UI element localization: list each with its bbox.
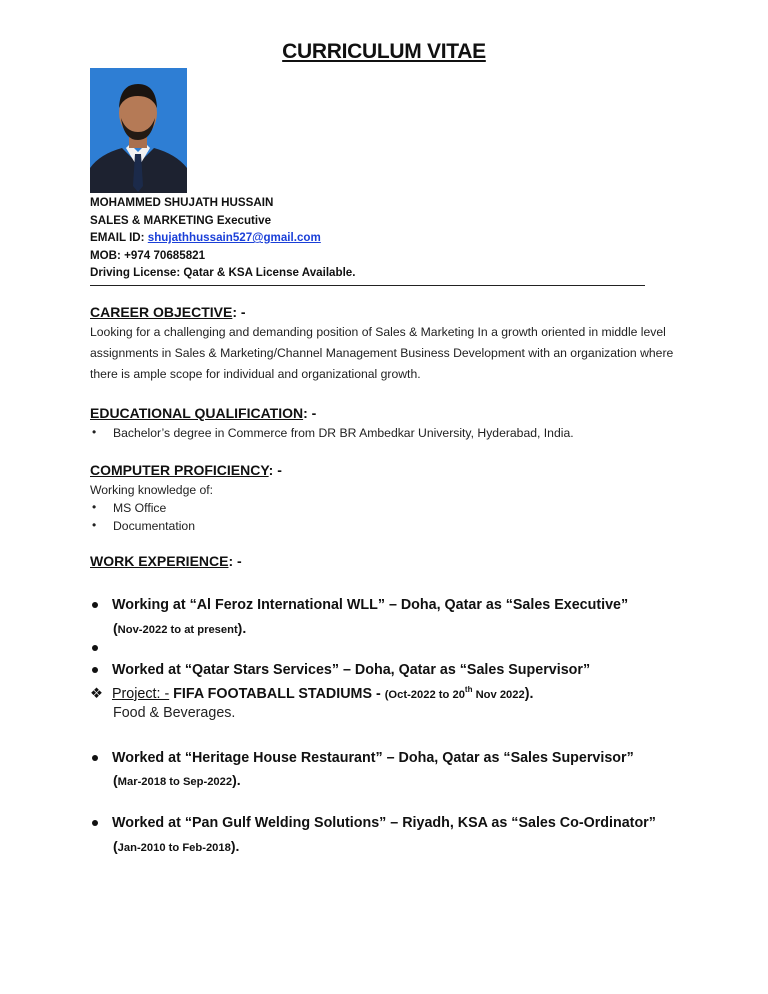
profile-photo — [90, 68, 187, 193]
email-row — [90, 229, 355, 247]
job-title: Worked at “Pan Gulf Welding Solutions” – Riyadh, KSA as “Sales Co-Ordinator” — [112, 815, 656, 831]
project-category: Food & Beverages. — [113, 705, 236, 721]
document-title: CURRICULUM VITAE — [282, 40, 486, 63]
work-heading-suffix: : - — [228, 553, 242, 569]
candidate-name: MOHAMMED SHUJATH HUSSAIN — [90, 196, 274, 209]
paren-close: ). — [232, 772, 241, 788]
project-date-start: (Oct-2022 to 20 — [384, 688, 465, 701]
driving-license: Driving License: Qatar & KSA License Available. — [90, 266, 356, 279]
diamond-bullet-icon: ❖ — [90, 685, 103, 702]
job-date-4 — [113, 838, 239, 854]
bullet-icon — [92, 820, 98, 826]
bullet-icon — [92, 602, 98, 608]
education-heading-suffix: : - — [303, 405, 317, 421]
computer-intro: Working knowledge of: — [90, 483, 214, 497]
mobile-number: MOB: +974 70685821 — [90, 248, 206, 262]
paren-open: ( — [113, 620, 118, 636]
empty-bullet — [90, 640, 112, 656]
email-label: EMAIL ID: — [90, 231, 145, 244]
computer-heading-suffix: : - — [268, 462, 282, 478]
education-heading-text: EDUCATIONAL QUALIFICATION — [90, 405, 304, 421]
computer-heading-text: COMPUTER PROFICIENCY — [90, 462, 269, 478]
work-heading-text: WORK EXPERIENCE — [90, 553, 229, 569]
project-label: Project: - — [112, 685, 170, 702]
job-title: Working at “Al Feroz International WLL” – Doha, Qatar as “Sales Executive” — [112, 597, 629, 613]
paren-close: ). — [237, 620, 247, 636]
project-close: ). — [524, 685, 534, 702]
job-entry-4 — [90, 815, 656, 831]
education-heading — [90, 405, 316, 421]
project-line — [90, 685, 533, 702]
career-objective-text: Looking for a challenging and demanding position of Sales & Marketing In a growth oriented in middle level assignments in Sales & Marketing/Channel Management Business Development with an organization where there is ample scope for individual and organizational growth. — [90, 325, 674, 381]
career-heading-text: CAREER OBJECTIVE — [90, 304, 233, 320]
job-date-text: Jan-2010 to Feb-2018 — [117, 842, 231, 854]
email-link[interactable]: shujathhussain527@gmail.com — [147, 231, 321, 244]
work-heading — [90, 553, 242, 569]
career-heading-suffix: : - — [232, 304, 246, 320]
header-divider — [90, 285, 645, 286]
paren-close: ). — [230, 838, 240, 854]
job-entry-1 — [90, 597, 628, 613]
bullet-icon — [92, 645, 98, 651]
job-date-text: Mar-2018 to Sep-2022 — [117, 776, 233, 788]
job-title: Worked at “Heritage House Restaurant” – Doha, Qatar as “Sales Supervisor” — [112, 750, 634, 766]
career-objective-heading — [90, 304, 246, 320]
project-date-sup: th — [464, 685, 473, 694]
bullet-icon — [92, 755, 98, 761]
contact-block — [90, 194, 355, 282]
computer-item: Documentation — [113, 519, 195, 533]
bullet-icon: • — [92, 518, 97, 532]
bullet-icon: • — [92, 500, 97, 514]
job-entry-2 — [90, 662, 590, 678]
bullet-icon: • — [92, 425, 97, 439]
job-date-text: Nov-2022 to at present — [117, 624, 238, 636]
job-entry-3 — [90, 750, 634, 766]
job-date-1 — [113, 620, 246, 636]
paren-open: ( — [113, 838, 118, 854]
job-title: Worked at “Qatar Stars Services” – Doha, Qatar as “Sales Supervisor” — [112, 662, 591, 678]
candidate-role: SALES & MARKETING Executive — [90, 213, 272, 227]
project-name: FIFA FOOTABALL STADIUMS - — [169, 685, 385, 702]
computer-item: MS Office — [113, 501, 167, 515]
paren-open: ( — [113, 772, 118, 788]
education-item: Bachelor’s degree in Commerce from DR BR Ambedkar University, Hyderabad, India. — [113, 426, 574, 440]
job-date-3 — [113, 772, 241, 788]
project-date-end: Nov 2022 — [472, 688, 525, 701]
computer-heading — [90, 462, 282, 478]
bullet-icon — [92, 667, 98, 673]
